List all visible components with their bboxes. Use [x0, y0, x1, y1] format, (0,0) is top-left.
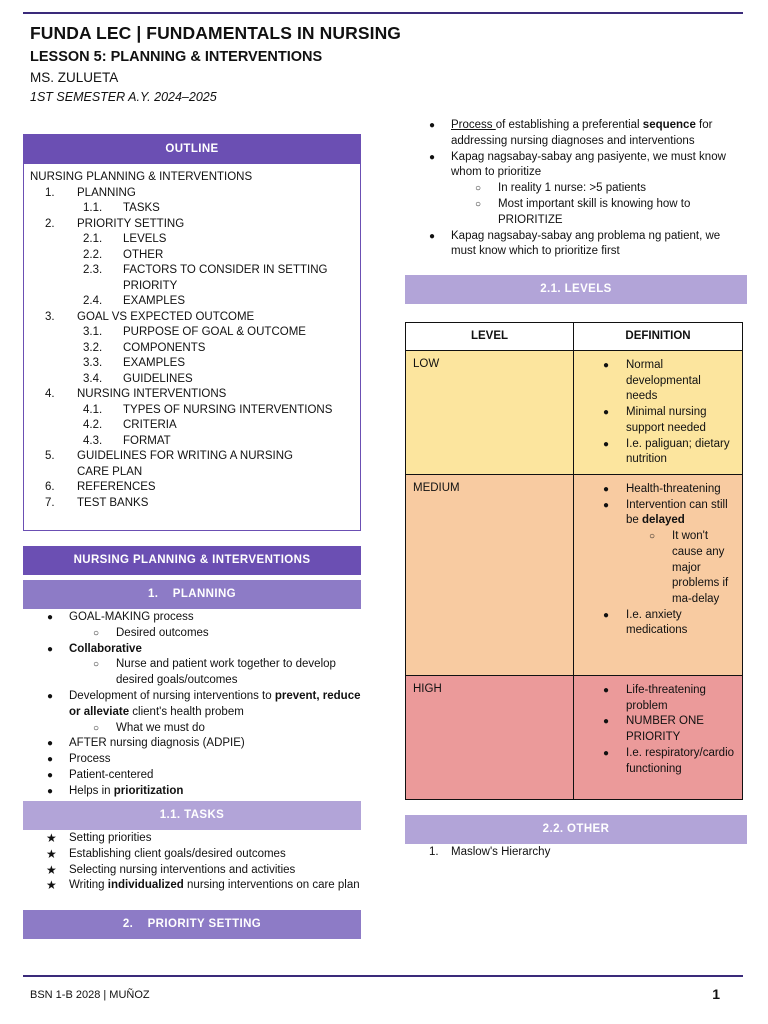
- outline-item: 3.3. EXAMPLES: [83, 357, 185, 369]
- list-item: ● GOAL-MAKING process: [47, 611, 194, 623]
- levels-table: [405, 322, 743, 800]
- star-icon: ★: [46, 846, 57, 861]
- list-item: ○ Nurse and patient work together to develop desired goals/outcomes: [93, 658, 336, 687]
- level-low: LOW: [406, 351, 574, 475]
- priority-list: [405, 118, 743, 260]
- outline-item: 4.1. TYPES OF NURSING INTERVENTIONS: [83, 403, 333, 416]
- levels-title: 2.1. LEVELS: [540, 283, 612, 295]
- levels-bar: [405, 275, 747, 304]
- star-icon: ★: [46, 831, 57, 845]
- list-item: ● Kapag nagsabay-sabay ang pasiyente, we must know whom to prioritize: [429, 150, 726, 179]
- star-icon: ★: [46, 878, 57, 893]
- list-item: ○ In reality 1 nurse: >5 patients: [475, 182, 646, 195]
- outline-item: 3.1. PURPOSE OF GOAL & OUTCOME: [83, 326, 306, 338]
- instructor-name: MS. ZULUETA: [30, 70, 119, 85]
- table-header-row: [406, 323, 743, 351]
- list-item: ★ Establishing client goals/desired outcomes: [46, 846, 286, 861]
- course-title: FUNDA LEC | FUNDAMENTALS IN NURSING: [30, 23, 402, 43]
- tasks-list: [23, 831, 361, 894]
- outline-title: OUTLINE: [24, 135, 360, 164]
- table-row-medium: [406, 475, 743, 676]
- level-high: HIGH: [406, 676, 574, 800]
- col-level-header: LEVEL: [406, 323, 574, 351]
- page-number: 1: [712, 986, 720, 1002]
- other-list: [405, 845, 743, 861]
- outline-item: 2.3. FACTORS TO CONSIDER IN SETTING PRIORITY: [83, 264, 328, 292]
- outline-item: 2.4. EXAMPLES: [83, 295, 185, 307]
- tasks-title: 1.1. TASKS: [159, 809, 225, 821]
- list-item: ★ Selecting nursing interventions and activities: [46, 862, 296, 877]
- tasks-bar: [23, 801, 361, 830]
- list-item: ● Collaborative: [47, 642, 142, 655]
- priority-bar: [23, 910, 361, 939]
- top-rule: [23, 12, 743, 14]
- list-item: ○ Desired outcomes: [93, 626, 209, 639]
- section-main-bar: [23, 546, 361, 575]
- outline-item: 1. PLANNING: [45, 186, 136, 199]
- list-item: 1. Maslow's Hierarchy: [429, 846, 551, 858]
- outline-item: 2.1. LEVELS: [83, 233, 167, 245]
- outline-item: 3. GOAL VS EXPECTED OUTCOME: [45, 310, 255, 323]
- outline-item: 2. PRIORITY SETTING: [45, 217, 185, 230]
- list-item: ○ Most important skill is knowing how to PRIORITIZE: [475, 197, 691, 226]
- outline-item: 3.4. GUIDELINES: [83, 372, 193, 385]
- semester-label: 1ST SEMESTER A.Y. 2024–2025: [30, 90, 217, 104]
- outline-item: 3.2. COMPONENTS: [83, 341, 206, 354]
- outline-item: 7. TEST BANKS: [45, 496, 149, 509]
- outline-item: 6. REFERENCES: [45, 481, 156, 493]
- definition-low: ● Normal developmental needs ● Minimal nursing support needed ● I.e. paliguan; dietary nutrition: [574, 351, 743, 475]
- table-row-low: [406, 351, 743, 475]
- list-item: ● Development of nursing interventions to prevent, reduce or alleviate client's health probem: [47, 689, 361, 718]
- planning-bar: [23, 580, 361, 609]
- star-icon: ★: [46, 862, 57, 877]
- list-item: ★ Writing individualized nursing interventions on care plan: [46, 878, 360, 893]
- outline-box: [23, 134, 361, 531]
- outline-item: 1.1. TASKS: [83, 202, 160, 214]
- outline-list: [24, 164, 360, 511]
- priority-title: 2. PRIORITY SETTING: [122, 918, 262, 930]
- outline-item: 2.2. OTHER: [83, 248, 164, 261]
- outline-item: 4.2. CRITERIA: [83, 419, 177, 431]
- list-item: ● AFTER nursing diagnosis (ADPIE): [47, 737, 245, 750]
- list-item: ● Patient-centered: [47, 768, 154, 781]
- list-item: ● Process of establishing a preferential sequence for addressing nursing diagnoses and interventions: [429, 119, 713, 147]
- level-medium: MEDIUM: [406, 475, 574, 676]
- outline-item: 4.3. FORMAT: [83, 434, 171, 447]
- bottom-rule: [23, 975, 743, 977]
- lesson-title: LESSON 5: PLANNING & INTERVENTIONS: [30, 49, 323, 65]
- list-item: ● Helps in prioritization: [47, 784, 184, 797]
- list-item: ● Process: [47, 753, 111, 766]
- planning-title: 1. PLANNING: [147, 588, 237, 600]
- list-item: ★ Setting priorities: [46, 831, 152, 845]
- list-item: ● Kapag nagsabay-sabay ang problema ng patient, we must know which to prioritize first: [429, 229, 721, 258]
- table-row-high: [406, 676, 743, 800]
- other-bar: [405, 815, 747, 844]
- planning-list: [23, 610, 361, 800]
- definition-medium: ● Health-threatening ● Intervention can still be delayed ○ It won't cause any major problems if ma-delay ● I.e. anxiety medications: [574, 475, 743, 676]
- outline-item: 4. NURSING INTERVENTIONS: [45, 388, 227, 400]
- other-title: 2.2. OTHER: [542, 823, 610, 835]
- section-main-title: NURSING PLANNING & INTERVENTIONS: [73, 554, 311, 566]
- definition-high: ● Life-threatening problem ● NUMBER ONE PRIORITY ● I.e. respiratory/cardio functioning: [574, 676, 743, 800]
- outline-item: 5. GUIDELINES FOR WRITING A NURSING CARE PLAN: [45, 450, 293, 478]
- col-definition-header: DEFINITION: [574, 323, 743, 351]
- list-item: ○ What we must do: [93, 721, 205, 734]
- outline-heading: NURSING PLANNING & INTERVENTIONS: [30, 171, 253, 183]
- footer-label: BSN 1-B 2028 | MUÑOZ: [30, 989, 150, 1001]
